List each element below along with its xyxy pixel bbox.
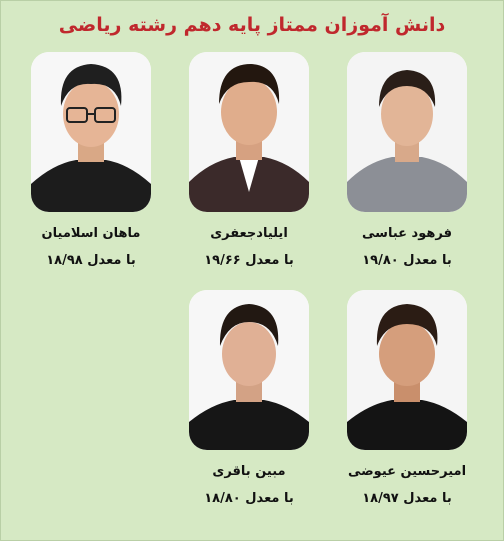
student-name: فرهود عباسی [362, 226, 452, 241]
student-card [344, 290, 470, 506]
student-card [186, 52, 312, 268]
student-photo [189, 290, 309, 450]
student-photo [31, 52, 151, 212]
student-photo [189, 52, 309, 212]
page-title: دانش آموزان ممتاز پایه دهم رشته ریاضی [58, 14, 446, 36]
student-photo [347, 290, 467, 450]
student-card [186, 290, 312, 506]
student-score: با معدل ۱۹/۸۰ [362, 253, 452, 268]
student-photo [347, 52, 467, 212]
student-card [344, 52, 470, 268]
student-name: ایلیادجعفری [210, 226, 288, 241]
student-score: با معدل ۱۸/۹۸ [46, 253, 136, 268]
student-score: با معدل ۱۸/۹۷ [362, 491, 452, 506]
student-card [28, 52, 154, 268]
student-name: ماهان اسلامیان [41, 226, 141, 241]
student-score: با معدل ۱۹/۶۶ [204, 253, 294, 268]
student-name: مبین باقری [212, 464, 286, 479]
student-score: با معدل ۱۸/۸۰ [204, 491, 294, 506]
student-name: امیرحسین عیوضی [347, 464, 467, 479]
